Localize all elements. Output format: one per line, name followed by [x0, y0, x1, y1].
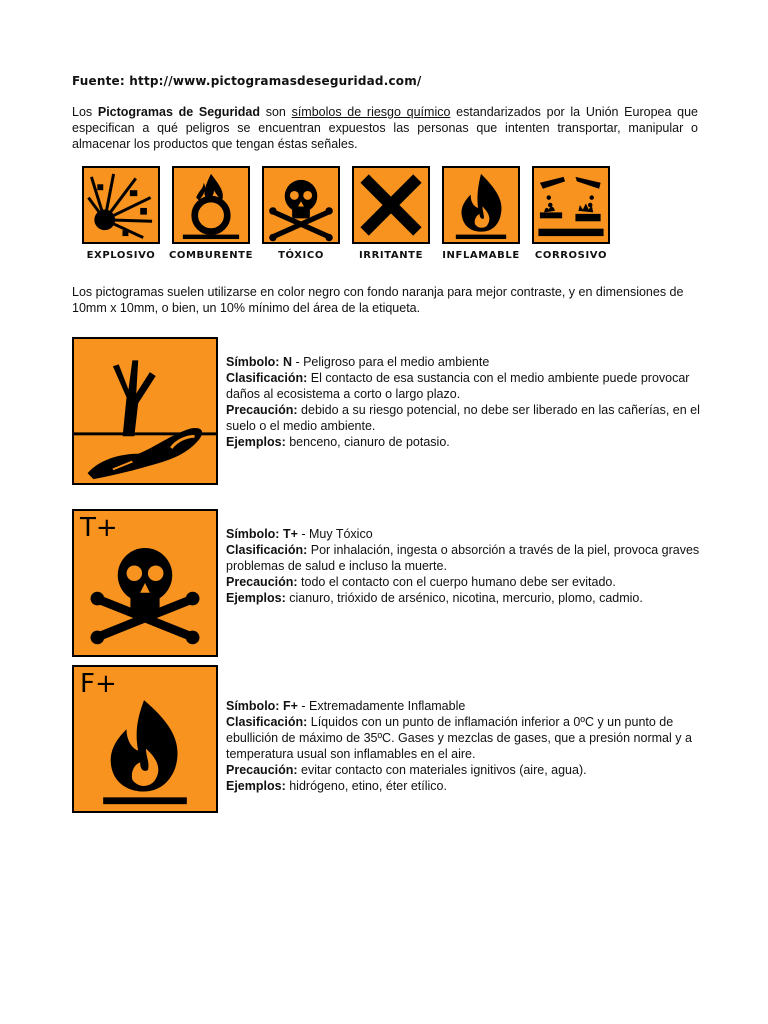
intro-bold-term: Pictogramas de Seguridad: [97, 105, 261, 119]
symbol-t-plus-description: Símbolo: T+ - Muy Tóxico Clasificación: Por inhalación, ingesta o absorción a través de la piel, provoca graves problemas de salud e incluso la muerte. Precaución: todo el contacto con el cuerpo humano debe ser evitado. Ejemplos: cianuro, trióxido de arsénico, nicotina, mercurio, plomo, cadmio.: [226, 527, 700, 605]
symbol-code: T+: [80, 513, 118, 543]
flame-over-circle-icon: [172, 166, 250, 244]
size-paragraph: Los pictogramas suelen utilizarse en color negro con fondo naranja para mejor contraste, y en dimensiones de 10mm x 10mm, o bien, un 10% mínimo del área de la etiqueta.: [72, 285, 684, 315]
symbol-f-plus-description: Símbolo: F+ - Extremadamente Inflamable Clasificación: Líquidos con un punto de inflamación inferior a 0ºC y un punto de ebullición de máximo de 35ºC. Gases y mezclas de gases, que a presión normal y a temperatura usual son inflamables en el aire. Precaución: evitar contacto con materiales ignitivos (aire, agua). Ejemplos: hidrógeno, etino, éter etílico.: [226, 699, 692, 793]
explosion-icon: [82, 166, 160, 244]
flame-icon: [72, 665, 218, 813]
skull-crossbones-icon: [262, 166, 340, 244]
pictogram-label: CORROSIVO: [534, 250, 608, 261]
dead-tree-fish-icon: [72, 337, 218, 485]
source-line: Fuente: http://www.pictogramasdeseguridad.com/: [72, 74, 422, 88]
cross-icon: [352, 166, 430, 244]
pictogram-label: IRRITANTE: [358, 250, 424, 261]
skull-crossbones-icon: [72, 509, 218, 657]
pictogram-label: COMBURENTE: [168, 250, 254, 261]
pictogram-label: TÓXICO: [278, 250, 324, 261]
flame-icon: [442, 166, 520, 244]
pictogram-label: EXPLOSIVO: [86, 250, 156, 261]
corrosion-icon: [532, 166, 610, 244]
pictogram-label: INFLAMABLE: [442, 250, 520, 261]
intro-underlined-term: símbolos de riesgo químico: [291, 105, 451, 119]
symbol-n-description: Símbolo: N - Peligroso para el medio ambiente Clasificación: El contacto de esa sustancia con el medio ambiente puede provocar daños al ecosistema a corto o largo plazo. Precaución: debido a su riesgo potencial, no debe ser liberado en las cañerías, en el suelo o el medio ambiente. Ejemplos: benceno, cianuro de potasio.: [226, 355, 700, 449]
intro-paragraph: Los Pictogramas de Seguridad son símbolos de riesgo químico estandarizados por la Unión Europea que especifican a qué peligros se encuentran expuestos las personas que intenten transportar, manipular o almacenar los productos que tengan éstas señales.: [72, 105, 699, 151]
symbol-code: F+: [80, 669, 117, 699]
pictogram-strip: [82, 166, 610, 266]
